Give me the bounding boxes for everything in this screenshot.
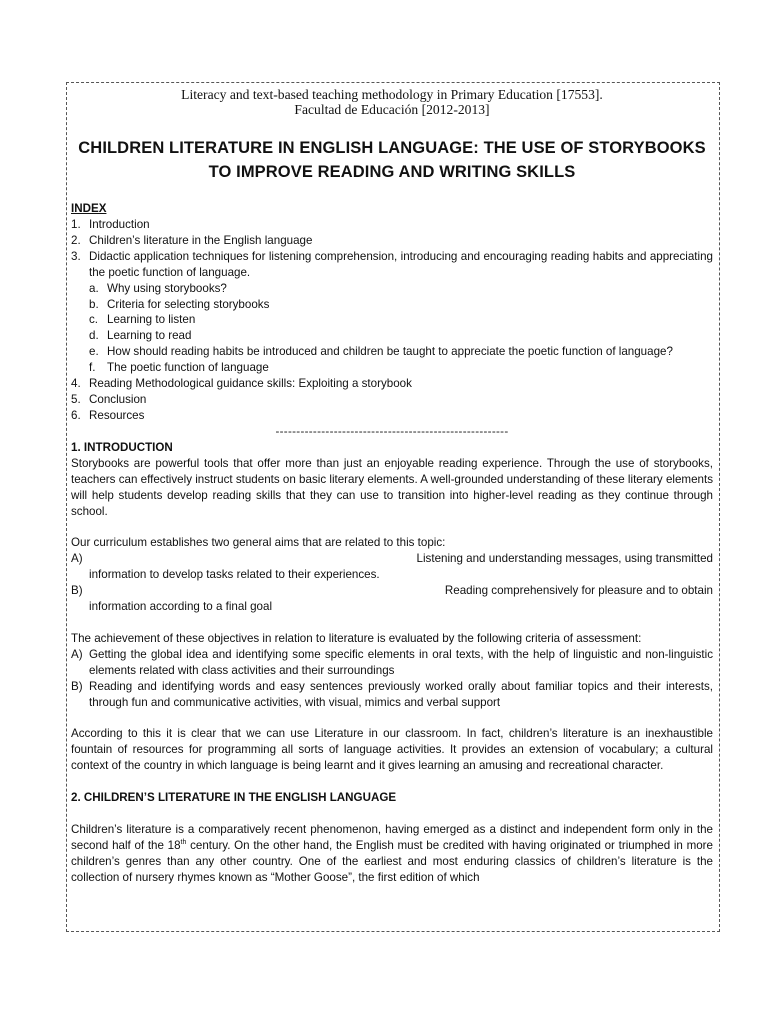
document-page — [66, 82, 720, 932]
index-heading: INDEX — [71, 202, 107, 215]
page-content — [71, 83, 713, 886]
title-line-1: CHILDREN LITERATURE IN ENGLISH LANGUAGE: THE USE OF STORYBOOKS — [78, 139, 706, 157]
index-sublist — [89, 281, 713, 376]
criteria-item: B) Reading and identifying words and easy sentences previously worked orally about familiar topics and their interests, through fun and communicative activities, with visual, mimics and verbal support — [71, 679, 713, 709]
index-item: 1. Introduction — [71, 218, 150, 231]
aims-intro: Our curriculum establishes two general aims that are related to this topic: — [71, 536, 446, 550]
course-header — [71, 87, 713, 117]
index-subitem: d. Learning to read — [89, 329, 192, 343]
index-subitem: e. How should reading habits be introduced and children be taught to appreciate the poetic function of language? — [89, 345, 673, 359]
index-item: 5. Conclusion — [71, 392, 147, 406]
faculty-line: Facultad de Educación [2012-2013] — [294, 102, 490, 117]
section-2-paragraph: Children’s literature is a comparatively recent phenomenon, having emerged as a distinct and independent form only in the second half of the 18th century. On the other hand, the English must be credited with having originated or triumphed in more children’s genres than any other country. One of the earliest and most enduring classics of children’s literature is the collection of nursery rhymes known as “Mother Goose”, the first edition of which — [71, 823, 713, 884]
index-item: 2. Children’s literature in the English language — [71, 233, 313, 247]
index-item: 4. Reading Methodological guidance skills: Exploiting a storybook — [71, 377, 412, 391]
index-subitem: b. Criteria for selecting storybooks — [89, 297, 270, 311]
index-item: 3. Didactic application techniques for listening comprehension, introducing and encouraging reading habits and appreciating the poetic function of language. — [71, 249, 713, 279]
introduction-heading: 1. INTRODUCTION — [71, 440, 173, 454]
document-title — [71, 136, 713, 184]
criteria-item: A) Getting the global idea and identifying some specific elements in oral texts, with the help of linguistic and non-linguistic elements related with class activities and their surroundings — [71, 647, 713, 677]
index-subitem: a. Why using storybooks? — [89, 281, 227, 295]
index-subitems — [71, 281, 713, 376]
section-2-heading: 2. CHILDREN’S LITERATURE IN THE ENGLISH LANGUAGE — [71, 791, 397, 805]
index-item: 6. Resources — [71, 408, 145, 422]
criteria-list — [71, 647, 713, 711]
introduction-paragraph-1: Storybooks are powerful tools that offer more than just an enjoyable reading experience. Through the use of storybooks, teachers can effectively instruct students on basic literary elements. A well-grounded understanding of these literary elements will help students develop reading skills that they can use to transition into higher-level reading as they continue through school. — [71, 456, 713, 518]
introduction-paragraph-2: According to this it is clear that we can use Literature in our classroom. In fact, children’s literature is an inexhaustible fountain of resources for programming all sorts of language activities. It provides an extension of vocabulary; a cultural context of the country in which language is being learnt and it gives learning an amusing and recreational character. — [71, 727, 713, 773]
criteria-intro: The achievement of these objectives in relation to literature is evaluated by the following criteria of assessment: — [71, 631, 642, 645]
aim-item: B) Reading comprehensively for pleasure and to obtain information according to a final goal — [71, 584, 713, 614]
section-divider: -------------------------------------------------------- — [275, 424, 509, 438]
title-line-2: TO IMPROVE READING AND WRITING SKILLS — [208, 163, 576, 181]
index-subitem: c. Learning to listen — [89, 313, 196, 327]
index-subitem: f. The poetic function of language — [89, 361, 269, 375]
index-list — [71, 217, 713, 424]
course-line: Literacy and text-based teaching methodology in Primary Education [17553]. — [181, 87, 603, 102]
aim-item: A) Listening and understanding messages, using transmitted information to develop tasks related to their experiences. — [71, 552, 713, 582]
